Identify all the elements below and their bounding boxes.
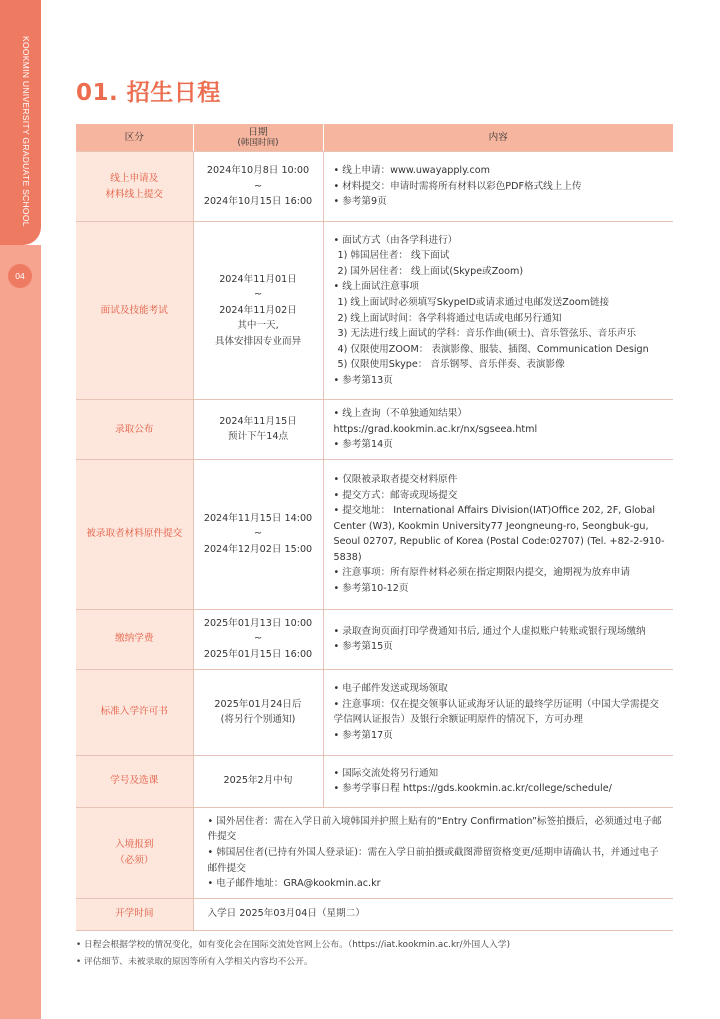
category-line: 被录取者材料原件提交 xyxy=(86,528,183,540)
row-content xyxy=(323,609,673,669)
content-line: • 参考第15页 xyxy=(333,641,393,653)
page-title: 01. 招生日程 xyxy=(76,80,221,106)
date-line: 2024年10月8日 10:00 xyxy=(206,165,310,177)
footnote: • 日程会根据学校的情况变化，如有变化会在国际交流处官网上公布。（https://iat.kookmin.ac.kr/外国人入学) xyxy=(76,940,511,950)
header-content: 内容 xyxy=(323,124,673,152)
row-category xyxy=(76,669,193,755)
row-category xyxy=(76,222,193,400)
row-category xyxy=(76,152,193,222)
content-line: • 参考第9页 xyxy=(333,196,387,208)
category-line: 材料线上提交 xyxy=(105,188,164,200)
category-line: （必须） xyxy=(115,854,154,866)
footnote: • 评估细节、未被录取的原因等所有入学相关内容均不公开。 xyxy=(76,957,313,967)
date-line: 2024年11月01日 xyxy=(219,273,297,285)
category-line: 录取公布 xyxy=(115,423,154,435)
content-line: 2) 线上面试时间：各学科将通过电话或电邮另行通知 xyxy=(337,312,562,324)
school-name: KOOKMIN UNIVERSITY GRADUATE SCHOOL xyxy=(21,36,31,227)
row-date xyxy=(193,609,323,669)
date-line: 2024年11月02日 xyxy=(219,304,297,316)
row-category xyxy=(76,898,193,930)
table-row xyxy=(76,609,673,669)
content-line: • 参考学事日程 https://gds.kookmin.ac.kr/college/schedule/ xyxy=(333,783,612,795)
content-line: • 参考第17页 xyxy=(333,729,393,741)
row-date xyxy=(193,669,323,755)
content-line: • 提交地址： International Affairs Division(IAT)Office 202, 2F, Global Center (W3), Kookmin University77 Jeongneung-ro, Seongbuk-gu, Seoul 02707, Republic of Korea (Postal Code:02707) (Tel. +82-2-910-5838) xyxy=(333,505,665,563)
row-content xyxy=(323,152,673,222)
category-line: 标准入学许可书 xyxy=(100,706,168,718)
table-row xyxy=(76,669,673,755)
row-content xyxy=(323,669,673,755)
table-row xyxy=(76,152,673,222)
date-line: 2024年10月15日 16:00 xyxy=(203,196,313,208)
category-line: 面试及技能考试 xyxy=(100,304,168,316)
date-line: ~ xyxy=(253,528,263,540)
row-content xyxy=(323,459,673,609)
header-date xyxy=(193,124,323,152)
date-line: ~ xyxy=(253,180,263,192)
schedule-table xyxy=(76,124,673,931)
content-line: 1) 线上面试时必须填写SkypeID或请求通过电邮发送Zoom链接 xyxy=(337,296,610,308)
date-line: 其中一天, xyxy=(237,320,279,332)
content-line: 5) 仅限使用Skype： 音乐钢琴、音乐伴奏、表演影像 xyxy=(337,359,565,371)
content-line: • 电子邮件发送或现场领取 xyxy=(333,683,448,695)
row-category xyxy=(76,400,193,460)
content-line: • 参考第10-12页 xyxy=(333,583,409,595)
header-date-sub: (韩国时间) xyxy=(237,137,279,148)
table-row xyxy=(76,807,673,898)
category-line: 缴纳学费 xyxy=(115,633,154,645)
content-line: • 参考第14页 xyxy=(333,439,393,451)
category-line: 线上申请及 xyxy=(110,172,159,184)
content-line: 入学日 2025年03月04日（星期二） xyxy=(207,908,365,920)
content-line: • 韩国居住者(已持有外国人登录证)：需在入学日前拍摄或截图滞留资格变更/延期申请确认书，并通过电子邮件提交 xyxy=(207,846,659,874)
row-date xyxy=(193,459,323,609)
content-line: • 参考第13页 xyxy=(333,374,393,386)
row-content xyxy=(323,755,673,807)
content-line: • 面试方式（由各学科进行） xyxy=(333,234,458,246)
table-row xyxy=(76,755,673,807)
sidebar-bottom-band xyxy=(0,245,41,1019)
date-line: 2025年2月中旬 xyxy=(223,775,293,787)
content-line: • 注意事项：仅在提交领事认证或海牙认证的最终学历证明（中国大学需提交学信网认证报告）及银行余额证明原件的情况下，方可办理 xyxy=(333,698,659,726)
date-line: 2025年01月24日后 xyxy=(214,698,302,710)
content-line: 4) 仅限使用ZOOM： 表演影像、服装、插图、Communication Design xyxy=(337,343,649,355)
content-line: • 线上面试注意事项 xyxy=(333,281,419,293)
table-row xyxy=(76,459,673,609)
content-line: 2) 国外居住者： 线上面试(Skype或Zoom) xyxy=(337,265,524,277)
table-header-row xyxy=(76,124,673,152)
date-line: ~ xyxy=(253,633,263,645)
date-line: 预计下午14点 xyxy=(227,431,289,443)
category-line: 开学时间 xyxy=(115,908,154,920)
date-line: 2024年11月15日 14:00 xyxy=(203,512,313,524)
category-line: 学号及选课 xyxy=(110,775,159,787)
content-line: • 线上申请：www.uwayapply.com xyxy=(333,165,490,177)
row-category xyxy=(76,459,193,609)
table-row xyxy=(76,898,673,930)
date-line: 具体安排因专业而异 xyxy=(214,335,302,347)
row-category xyxy=(76,807,193,898)
row-date xyxy=(193,400,323,460)
table-row xyxy=(76,222,673,400)
row-content xyxy=(193,898,673,930)
content-line: • 国外居住者：需在入学日前入境韩国并护照上贴有的“Entry Confirmation”标签拍摄后，必须通过电子邮件提交 xyxy=(207,815,662,843)
content-line: • 材料提交：申请时需将所有材料以彩色PDF格式线上上传 xyxy=(333,180,582,192)
row-content xyxy=(323,400,673,460)
header-date-main: 日期 xyxy=(248,126,268,138)
page-number-badge: 04 xyxy=(8,264,32,288)
row-category xyxy=(76,755,193,807)
header-category: 区分 xyxy=(76,124,193,152)
content-line: • 提交方式：邮寄或现场提交 xyxy=(333,489,458,501)
content-line: 3) 无法进行线上面试的学科：音乐作曲(硕士)、音乐管弦乐、音乐声乐 xyxy=(337,328,637,340)
content-line: • 仅限被录取者提交材料原件 xyxy=(333,473,458,485)
date-line: 2024年12月02日 15:00 xyxy=(203,544,313,556)
table-row xyxy=(76,400,673,460)
category-line: 入境报到 xyxy=(115,839,154,851)
content-line: • 注意事项：所有原件材料必须在指定期限内提交，逾期视为放弃申请 xyxy=(333,567,631,579)
content-line: • 国际交流处将另行通知 xyxy=(333,767,439,779)
row-content xyxy=(193,807,673,898)
content-line: • 线上查询（不单独通知结果）https://grad.kookmin.ac.kr/nx/sgseea.html xyxy=(333,408,538,435)
content-line: • 录取查询页面打印学费通知书后, 通过个人虚拟账户转账或银行现场缴纳 xyxy=(333,625,646,637)
date-line: 2024年11月15日 xyxy=(219,415,297,427)
row-date xyxy=(193,152,323,222)
content-line: • 电子邮件地址：GRA@kookmin.ac.kr xyxy=(207,878,381,890)
footnotes xyxy=(76,937,676,971)
row-date xyxy=(193,755,323,807)
row-date xyxy=(193,222,323,400)
row-category xyxy=(76,609,193,669)
date-line: 2025年01月15日 16:00 xyxy=(203,649,313,661)
content-line: 1) 韩国居住者： 线下面试 xyxy=(337,250,450,262)
date-line: ~ xyxy=(253,289,263,301)
row-content xyxy=(323,222,673,400)
date-line: 2025年01月13日 10:00 xyxy=(203,617,313,629)
date-line: (将另行个别通知) xyxy=(220,714,296,726)
